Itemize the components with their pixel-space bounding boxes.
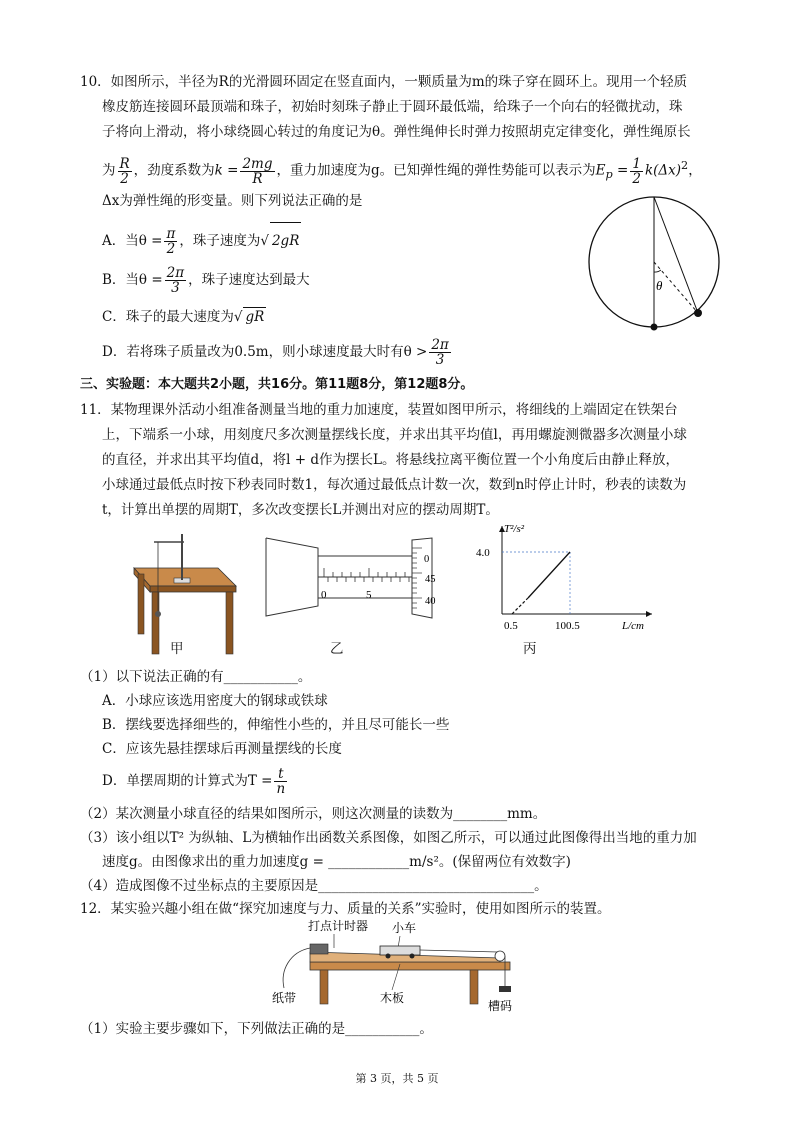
q11-part-3-line-1: （3）该小组以T² 为纵轴、L为横轴作出函数关系图像，如图乙所示，可以通过此图像得出当地的重力加 — [80, 830, 697, 846]
data-line — [528, 552, 570, 598]
q11-part-1-b: B．摆线要选择细些的，伸缩性小些的，并且尽可能长一些 — [102, 717, 450, 733]
main-scale-0: 0 — [321, 589, 327, 601]
q11-part-1-a: A．小球应该选用密度大的钢球或铁球 — [102, 693, 328, 709]
ring-diagram — [586, 190, 726, 340]
q10-line-4: 为 $\frac{R}{2}$ ，劲度系数为k = $\frac{2mg}{R}$ ，重力加速度为g。已知弹性绳的弹性势能可以表示为$E_p$ = $\frac{1}{2}$ $k(\Delta x)^2$， — [102, 155, 702, 187]
q11-line-2: 上，下端系一小球，用刻度尺多次测量摆线长度，并求出其平均值l，再用螺旋测微器多次测量小球 — [102, 427, 687, 443]
q10-option-d: D．若将珠子质量改为0.5m，则小球速度最大时有θ > $\frac{2\pi}{3}$ — [102, 337, 449, 368]
cart — [380, 946, 420, 955]
main-scale-ticks — [324, 568, 409, 582]
y-axis-label: T²/s² — [504, 523, 525, 535]
cart-apparatus-figure — [270, 918, 530, 1016]
q11-line-3: 的直径，并求出其平均值d，将l + d作为摆长L。将悬线拉离平衡位置一个小角度后由静止释放， — [102, 452, 679, 468]
string — [420, 950, 498, 952]
thimble-0: 0 — [424, 554, 430, 565]
fraction-1-over-2: $\frac{1}{2}$ — [632, 155, 641, 187]
q11-line-1: 11．某物理课外活动小组准备测量当地的重力加速度，装置如图甲所示，将细线的上端固定在铁架台 — [80, 402, 678, 418]
rubber-band — [654, 197, 698, 313]
label-car: 小车 — [392, 921, 417, 935]
label-tape: 纸带 — [272, 991, 297, 1005]
x-tick-100-5: 100.5 — [555, 620, 580, 632]
main-scale-5: 5 — [366, 589, 372, 601]
x-axis-arrow — [646, 611, 652, 617]
timer-device — [310, 944, 328, 954]
q10-option-c: C．珠子的最大速度为√ gR — [102, 309, 265, 325]
extrapolated-line — [512, 598, 528, 614]
x-tick-0-5: 0.5 — [504, 620, 518, 632]
table-leg — [138, 574, 144, 634]
angle-arc — [654, 270, 661, 272]
figure-label-bing: 丙 — [523, 641, 537, 657]
q10-line-1: 10．如图所示，半径为R的光滑圆环固定在竖直面内，一颗质量为m的珠子穿在圆环上。现用一个轻质 — [80, 74, 688, 90]
bottom-point — [651, 324, 658, 331]
label-timer: 打点计时器 — [308, 919, 369, 933]
q10-line-5: Δx为弹性绳的形变量。则下列说法正确的是 — [102, 193, 363, 209]
paper-tape — [283, 948, 310, 988]
q10-line-2: 橡皮筋连接圆环最顶端和珠子，初始时刻珠子静止于圆环最低端，给珠子一个向右的轻微扰动，珠 — [102, 99, 683, 115]
q10-line-3: 子将向上滑动，将小球绕圆心转过的角度记为θ。弹性绳伸长时弹力按照胡克定律变化，弹性绳原长 — [102, 124, 691, 140]
hanging-weight — [499, 986, 511, 992]
q11-part-3-line-2: 速度g。由图像求出的重力加速度g = ____________m/s²。(保留两位有效数字) — [102, 854, 571, 870]
sqrt-sign: √ — [260, 233, 269, 249]
bench-leg — [320, 970, 328, 1004]
label-weight: 槽码 — [488, 999, 513, 1013]
q12-line-1: 12．某实验兴趣小组在做“探究加速度与力、质量的关系”实验时，使用如图所示的装置。 — [80, 901, 611, 917]
micrometer-frame — [266, 538, 318, 616]
thimble-45: 45 — [425, 574, 436, 585]
x-axis-label: L/cm — [622, 620, 644, 632]
q11-part-4: （4）造成图像不过坐标点的主要原因是________________________________。 — [80, 878, 548, 894]
q10-option-b: B．当θ = $\frac{2\pi}{3}$ ，珠子速度达到最大 — [102, 265, 310, 296]
section-3-heading: 三、实验题：本大题共2小题，共16分。第11题8分，第12题8分。 — [80, 377, 474, 392]
q11-part-2: （2）某次测量小球直径的结果如图所示，则这次测量的读数为________mm。 — [80, 806, 547, 822]
micrometer-figure — [262, 536, 462, 620]
page-footer: 第 3 页，共 5 页 — [355, 1072, 439, 1085]
q11-part-1-c: C．应该先悬挂摆球后再测量摆线的长度 — [102, 741, 342, 757]
fraction-2mg-over-r: $\frac{2mg}{R}$ — [242, 155, 273, 187]
pendulum-bob — [155, 611, 161, 617]
y-tick-4: 4.0 — [476, 547, 490, 559]
sqrt-sign: √ — [233, 309, 243, 325]
q10-option-a: A．当θ = $\frac{\pi}{2}$ ，珠子速度为√ 2gR — [102, 222, 301, 259]
table-leg — [226, 592, 233, 654]
pulley — [495, 951, 505, 961]
q11-line-4: 小球通过最低点时按下秒表同时数1，每次通过最低点计数一次，数到n时停止计时，秒表的读数为 — [102, 477, 687, 493]
thimble-40: 40 — [425, 596, 436, 607]
table-edge — [150, 586, 236, 592]
q12-part-1: （1）实验主要步骤如下，下列做法正确的是___________。 — [80, 1021, 433, 1037]
q11-line-5: t，计算出单摆的周期T，多次改变摆长L并测出对应的摆动周期T。 — [102, 502, 499, 518]
bench-leg — [470, 970, 478, 1004]
t2-vs-l-graph — [472, 518, 672, 634]
q11-part-1-d: D．单摆周期的计算式为T = $\frac{t}{n}$ — [102, 766, 286, 797]
figure-label-jia: 甲 — [170, 641, 184, 657]
theta-label: θ — [656, 278, 663, 293]
figure-label-yi: 乙 — [330, 641, 344, 657]
q11-part-1: （1）以下说法正确的有___________。 — [80, 669, 312, 685]
bench-top — [310, 962, 510, 970]
fraction-r-over-2: $\frac{R}{2}$ — [119, 155, 130, 187]
bead — [694, 309, 702, 317]
label-board: 木板 — [380, 991, 405, 1005]
